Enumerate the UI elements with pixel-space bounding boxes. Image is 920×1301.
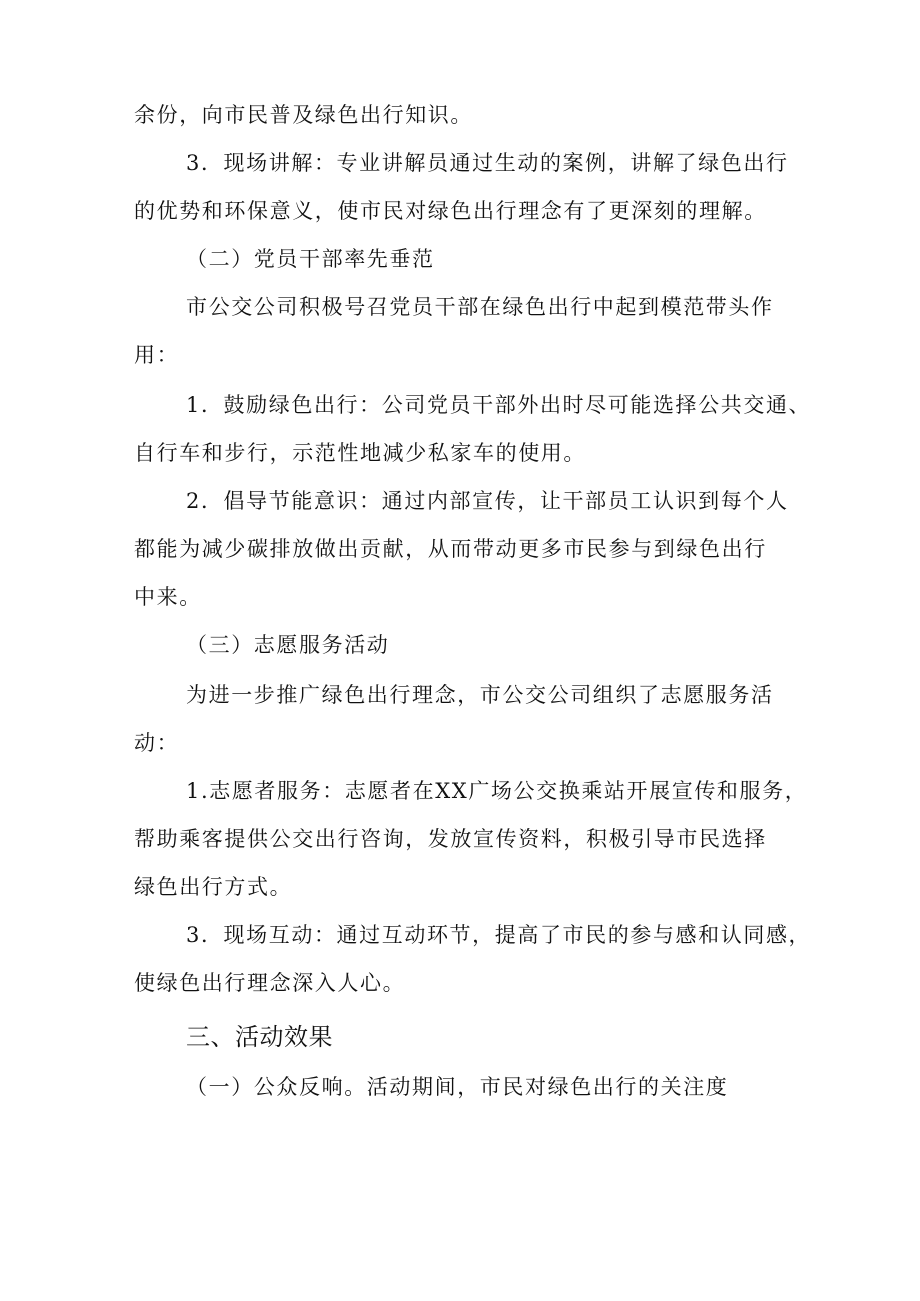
paragraph-line: 用： [134,343,180,367]
paragraph-line: 动： [134,731,180,755]
paragraph-line: 自行车和步行，示范性地减少私家车的使用。 [134,441,586,465]
paragraph-line: 1.志愿者服务：志愿者在XX广场公交换乘站开展宣传和服务， [186,779,808,803]
section-heading: 三、活动效果 [186,1023,333,1051]
paragraph-line: 使绿色出行理念深入人心。 [134,971,406,995]
subheading: （二）党员干部率先垂范 [186,247,435,271]
paragraph-line: 帮助乘客提供公交出行咨询，发放宣传资料，积极引导市民选择 [134,827,767,851]
paragraph-line: 绿色出行方式。 [134,875,293,899]
paragraph-line: （一）公众反响。活动期间，市民对绿色出行的关注度 [186,1075,729,1099]
subheading: （三）志愿服务活动 [186,633,390,657]
paragraph-line: 为进一步推广绿色出行理念，市公交公司组织了志愿服务活 [186,683,774,707]
paragraph-line: 市公交公司积极号召党员干部在绿色出行中起到模范带头作 [186,295,774,319]
paragraph-line: 2．倡导节能意识：通过内部宣传，让干部员工认识到每个人 [186,489,789,513]
paragraph-line: 的优势和环保意义，使市民对绿色出行理念有了更深刻的理解。 [134,199,767,223]
paragraph-line: 1．鼓励绿色出行：公司党员干部外出时尽可能选择公共交通、 [186,393,812,417]
paragraph-line: 余份，向市民普及绿色出行知识。 [134,103,473,127]
paragraph-line: 3．现场互动：通过互动环节，提高了市民的参与感和认同感， [186,923,812,947]
paragraph-line: 3．现场讲解：专业讲解员通过生动的案例，讲解了绿色出行 [186,151,789,175]
paragraph-line: 都能为减少碳排放做出贡献，从而带动更多市民参与到绿色出行 [134,537,767,561]
paragraph-line: 中来。 [134,585,202,609]
